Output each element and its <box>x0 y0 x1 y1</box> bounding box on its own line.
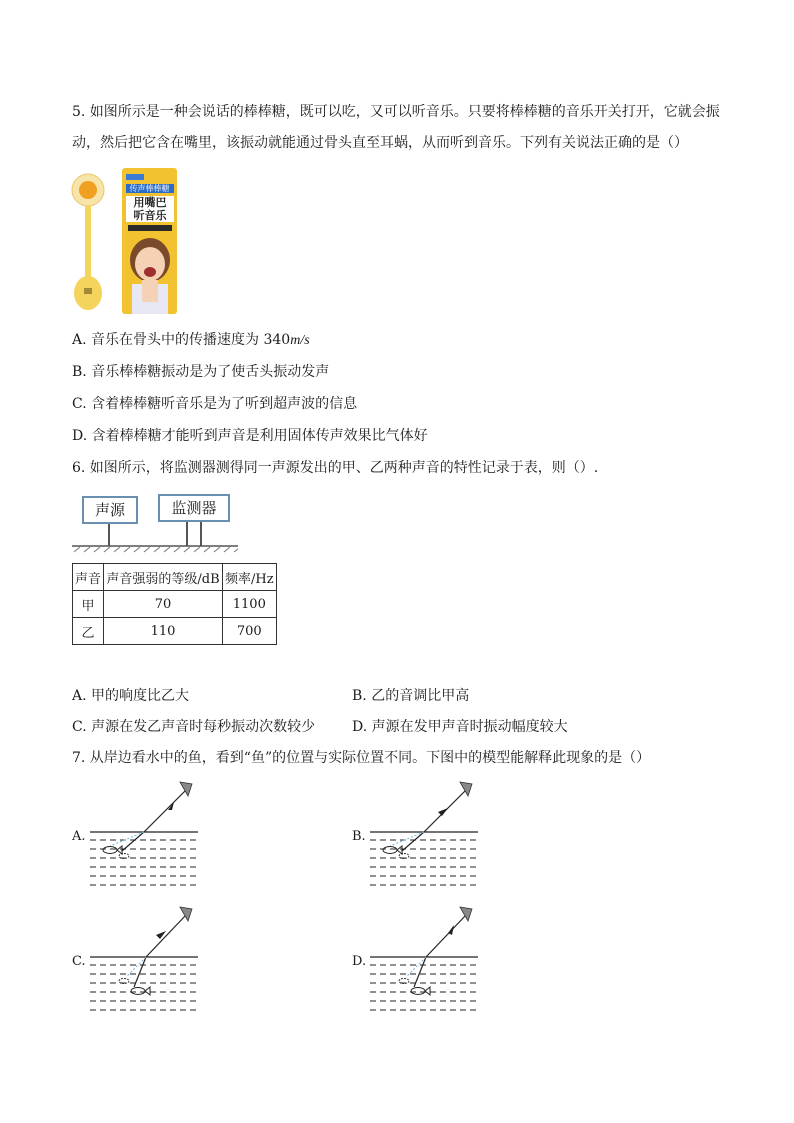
q7-option-a-diagram <box>88 780 208 890</box>
table-cell: 700 <box>223 618 277 645</box>
q7-option-d-label: D. <box>352 954 367 969</box>
table-cell: 110 <box>104 618 223 645</box>
q5-option-d: D. 含着棒棒糖才能听到声音是利用固体传声效果比气体好 <box>72 428 428 444</box>
q6-stem: 6. 如图所示，将监测器测得同一声源发出的甲、乙两种声音的特性记录于表，则（）. <box>72 460 599 476</box>
header-intensity: 声音强弱的等级/dB <box>104 564 223 591</box>
header-frequency: 频率/Hz <box>223 564 277 591</box>
q7-option-d-diagram <box>368 905 488 1015</box>
q5-option-a-unit: m/s <box>290 333 310 348</box>
package-line1: 用嘴巴 <box>133 196 167 209</box>
q5-option-c: C. 含着棒棒糖听音乐是为了听到超声波的信息 <box>72 396 358 412</box>
lollipop-image <box>70 168 180 318</box>
package-banner-text: 传声棒棒糖 <box>129 184 170 193</box>
q5-stem-line2: 动，然后把它含在嘴里，该振动就能通过骨头直至耳蜗，从而听到音乐。下列有关说法正确的是（） <box>72 135 688 151</box>
refraction-diagram-b <box>368 780 488 890</box>
q5-stem-line1: 5. 如图所示是一种会说话的棒棒糖，既可以吃，又可以听音乐。只要将棒棒糖的音乐开关打开，它就会振 <box>72 104 720 120</box>
header-sound: 声音 <box>73 564 104 591</box>
q6-option-d: D. 声源在发甲声音时振动幅度较大 <box>352 719 568 735</box>
q7-stem: 7. 从岸边看水中的鱼，看到“鱼”的位置与实际位置不同。下图中的模型能解释此现象的是（） <box>72 750 651 766</box>
table-cell: 甲 <box>73 591 104 618</box>
sound-source-label: 声源 <box>82 496 138 524</box>
refraction-diagram-a <box>88 780 208 890</box>
q5-option-a <box>72 330 310 351</box>
q5-option-b: B. 音乐棒棒糖振动是为了使舌头振动发声 <box>72 364 330 380</box>
table-cell: 70 <box>104 591 223 618</box>
refraction-diagram-d <box>368 905 488 1015</box>
q7-option-b-label: B. <box>352 829 366 844</box>
q7-option-a-label: A. <box>72 829 86 844</box>
table-row <box>73 591 277 618</box>
q7-option-c-label: C. <box>72 954 86 969</box>
q7-option-c-diagram <box>88 905 208 1015</box>
q6-option-b: B. 乙的音调比甲高 <box>352 688 470 704</box>
table-row <box>73 618 277 645</box>
refraction-diagram-c <box>88 905 208 1015</box>
package-line2: 听音乐 <box>133 209 167 222</box>
sound-characteristics-table <box>72 563 277 645</box>
q7-option-b-diagram <box>368 780 488 890</box>
q6-diagram <box>72 490 242 554</box>
q6-option-a: A. 甲的响度比乙大 <box>72 688 190 704</box>
table-header-row <box>73 564 277 591</box>
table-cell: 乙 <box>73 618 104 645</box>
q5-option-a-text: A. 音乐在骨头中的传播速度为 340 <box>72 332 291 348</box>
table-cell: 1100 <box>223 591 277 618</box>
monitor-label: 监测器 <box>158 494 230 522</box>
q6-option-c: C. 声源在发乙声音时每秒振动次数较少 <box>72 719 316 735</box>
